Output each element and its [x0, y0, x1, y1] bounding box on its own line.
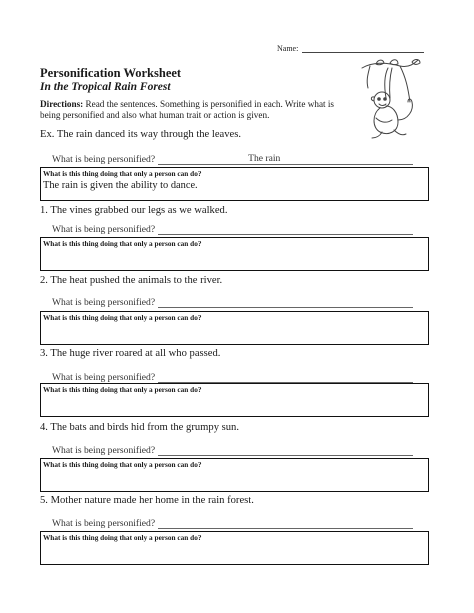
item-2-answer-line[interactable]: [158, 297, 413, 308]
question-label: What is being personified?: [52, 518, 156, 529]
item-1-trait-box[interactable]: [40, 237, 429, 271]
item-1-question-row: [52, 224, 413, 235]
example-trait-box[interactable]: [40, 167, 429, 201]
name-label: Name:: [277, 44, 299, 53]
box-label: What is this thing doing that only a person can do?: [43, 533, 202, 542]
box-label: What is this thing doing that only a person can do?: [43, 385, 202, 394]
item-1-answer-line[interactable]: [158, 224, 413, 235]
item-5-answer-line[interactable]: [158, 518, 413, 529]
item-3-sentence: 3. The huge river roared at all who passed.: [40, 348, 221, 359]
name-field: [277, 43, 424, 53]
item-1-sentence: 1. The vines grabbed our legs as we walked.: [40, 205, 228, 216]
directions-text: Read the sentences. Something is personified in each. Write what is being personified and also what human trait or action is given.: [40, 99, 334, 120]
item-2-sentence: 2. The heat pushed the animals to the river.: [40, 275, 223, 286]
item-2-question-row: [52, 297, 413, 308]
item-3-question-row: [52, 372, 413, 383]
box-label: What is this thing doing that only a person can do?: [43, 460, 202, 469]
example-answer-line[interactable]: [158, 154, 413, 165]
example-question-row: [52, 154, 413, 165]
item-2-trait-box[interactable]: [40, 311, 429, 345]
item-4-answer-line[interactable]: [158, 445, 413, 456]
directions: [40, 99, 345, 120]
question-label: What is being personified?: [52, 372, 156, 383]
item-3-answer-line[interactable]: [158, 372, 413, 383]
item-4-question-row: [52, 445, 413, 456]
page-title: Personification Worksheet: [40, 66, 182, 80]
page-subtitle: In the Tropical Rain Forest: [40, 81, 171, 93]
question-label: What is being personified?: [52, 297, 156, 308]
name-line[interactable]: [302, 43, 424, 53]
monkey-in-tree-icon: [356, 58, 424, 142]
box-label: What is this thing doing that only a person can do?: [43, 169, 202, 178]
example-box-answer: The rain is given the ability to dance.: [43, 180, 198, 191]
item-4-trait-box[interactable]: [40, 458, 429, 492]
item-4-sentence: 4. The bats and birds hid from the grumpy sun.: [40, 422, 239, 433]
box-label: What is this thing doing that only a person can do?: [43, 313, 202, 322]
example-sentence: Ex. The rain danced its way through the leaves.: [40, 129, 242, 140]
question-label: What is being personified?: [52, 445, 156, 456]
question-label: What is being personified?: [52, 224, 156, 235]
item-5-sentence: 5. Mother nature made her home in the rain forest.: [40, 495, 254, 506]
item-3-trait-box[interactable]: [40, 383, 429, 417]
question-label: What is being personified?: [52, 154, 156, 165]
item-5-question-row: [52, 518, 413, 529]
item-5-trait-box[interactable]: [40, 531, 429, 565]
example-answer: The rain: [248, 153, 281, 164]
box-label: What is this thing doing that only a person can do?: [43, 239, 202, 248]
directions-label: Directions:: [40, 99, 84, 109]
